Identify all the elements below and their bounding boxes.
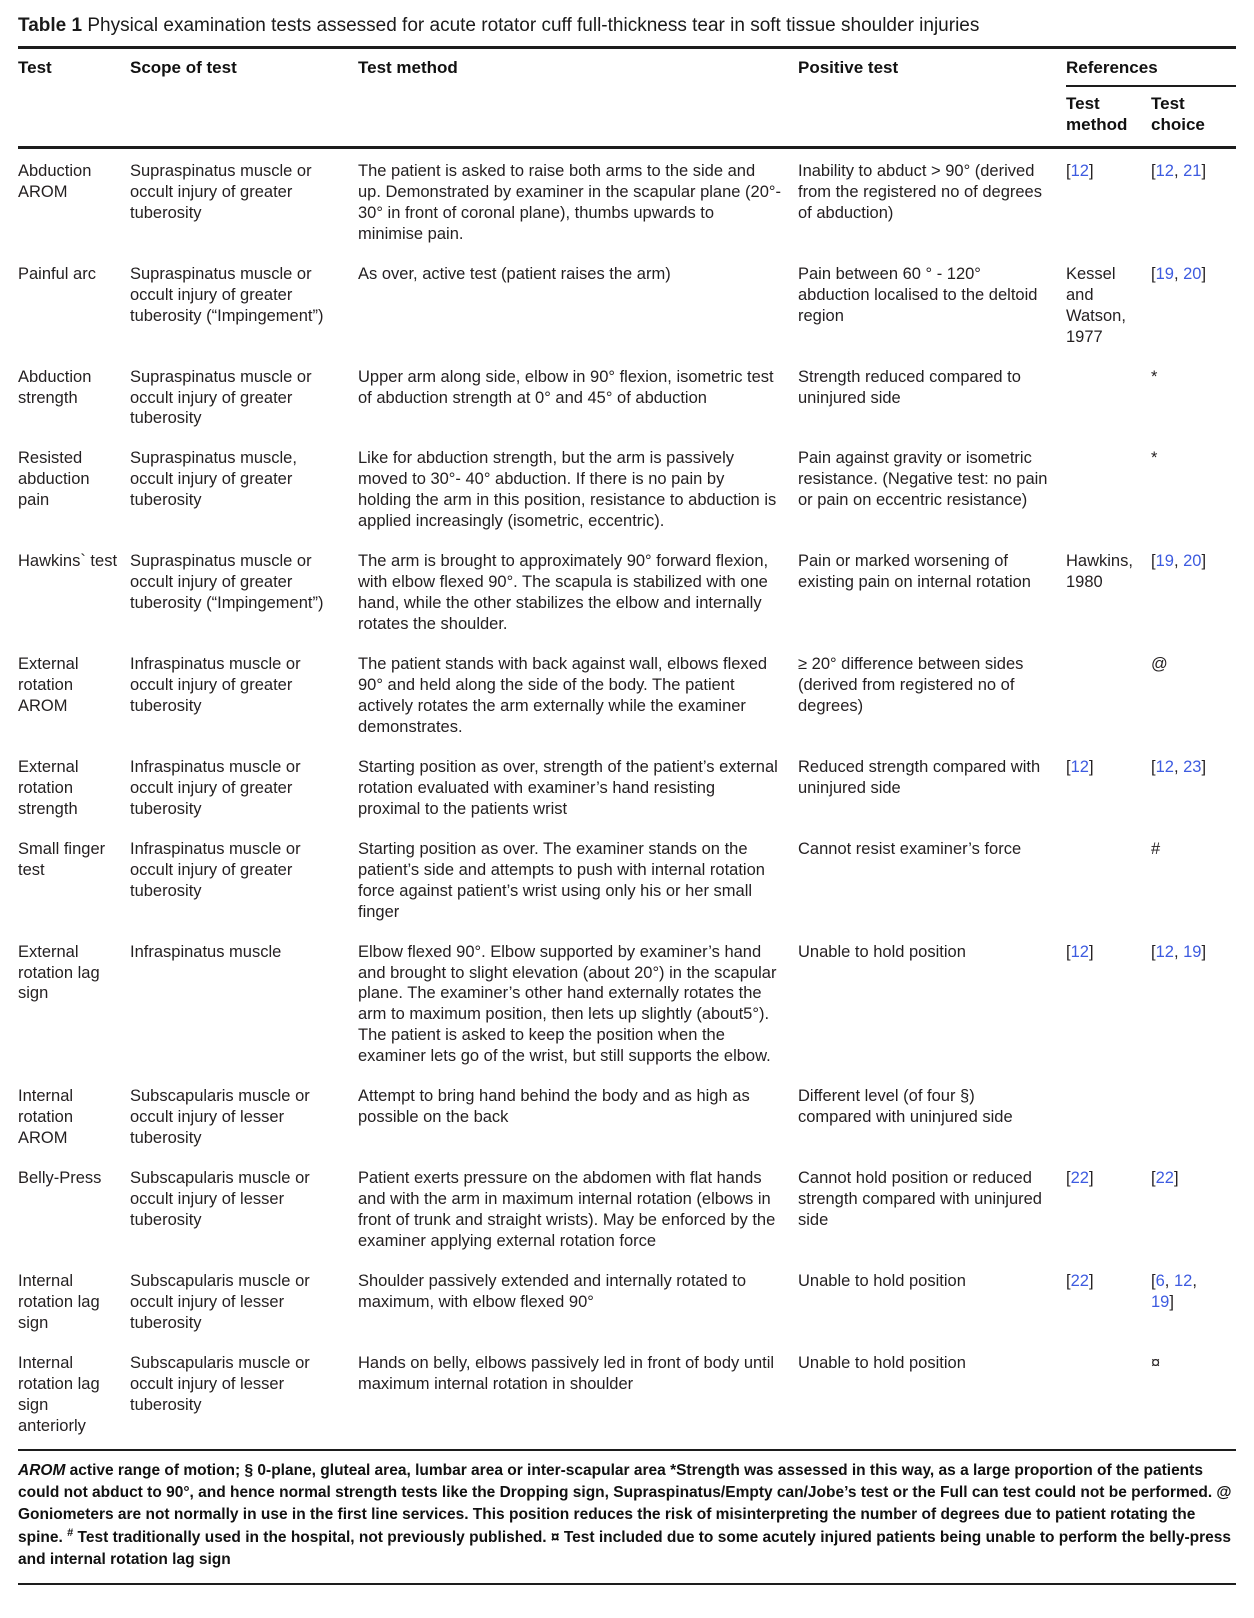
cell-positive-test: Pain between 60 ° - 120° abduction localised to the deltoid region bbox=[798, 264, 1038, 325]
cell-reference-test-choice: @ bbox=[1151, 655, 1168, 674]
column-header-scope: Scope of test bbox=[130, 57, 237, 77]
table-row bbox=[18, 542, 1236, 645]
cell-test-name: Internal rotation AROM bbox=[18, 1087, 74, 1148]
cell-test-name: Resisted abduction pain bbox=[18, 449, 90, 510]
cell-scope-of-test: Infraspinatus muscle or occult injury of greater tuberosity bbox=[130, 655, 301, 715]
cell-scope-of-test: Infraspinatus muscle or occult injury of greater tuberosity bbox=[130, 757, 301, 818]
cell-test-name: Abduction AROM bbox=[18, 147, 130, 254]
column-header-ref-test-method: Test method bbox=[1066, 94, 1128, 135]
cell-reference-test-choice: * bbox=[1151, 367, 1158, 386]
footnote-text-segment: # bbox=[67, 1526, 74, 1539]
reference-link[interactable]: 12 bbox=[1155, 942, 1174, 961]
cell-test-method: As over, active test (patient raises the arm) bbox=[358, 264, 671, 283]
cell-reference-test-choice: ¤ bbox=[1151, 1353, 1161, 1372]
cell-reference-test-method: Hawkins, 1980 bbox=[1066, 552, 1133, 592]
cell-reference-test-method bbox=[1066, 645, 1151, 748]
cell-scope-of-test: Supraspinatus muscle or occult injury of greater tuberosity bbox=[130, 367, 312, 428]
table-row bbox=[18, 147, 1236, 254]
column-header-references: References bbox=[1066, 47, 1236, 86]
cell-reference-test-choice: [19, 20] bbox=[1151, 264, 1207, 283]
table-row bbox=[18, 255, 1236, 358]
cell-test-method: Starting position as over, strength of the patient’s external rotation evaluated with examiner’s hand resisting proximal to the patients wrist bbox=[358, 757, 778, 818]
cell-reference-test-choice: * bbox=[1151, 449, 1158, 468]
cell-scope-of-test: Infraspinatus muscle or occult injury of greater tuberosity bbox=[130, 839, 301, 900]
cell-test-name: External rotation lag sign bbox=[18, 942, 100, 1003]
cell-positive-test: Reduced strength compared with uninjured side bbox=[798, 757, 1041, 797]
cell-reference-test-choice: [22] bbox=[1151, 1169, 1179, 1188]
cell-scope-of-test: Subscapularis muscle or occult injury of lesser tuberosity bbox=[130, 1271, 310, 1332]
table-caption bbox=[18, 14, 1236, 38]
cell-positive-test: Pain against gravity or isometric resistance. (Negative test: no pain or pain on eccentric resistance) bbox=[798, 449, 1048, 510]
reference-link[interactable]: 19 bbox=[1155, 264, 1174, 283]
cell-scope-of-test: Supraspinatus muscle or occult injury of greater tuberosity (“Impingement”) bbox=[130, 552, 324, 613]
cell-scope-of-test: Subscapularis muscle or occult injury of lesser tuberosity bbox=[130, 1353, 310, 1414]
reference-link[interactable]: 12 bbox=[1155, 161, 1174, 180]
cell-test-method: Patient exerts pressure on the abdomen with flat hands and with the arm in maximum internal rotation (elbows in front of trunk and straight wrists). May be enforced by the examiner applying external rotation force bbox=[358, 1169, 776, 1250]
cell-test-name: Belly-Press bbox=[18, 1169, 102, 1188]
column-header-positive: Positive test bbox=[798, 57, 899, 77]
cell-test-name: External rotation strength bbox=[18, 757, 79, 818]
cell-reference-test-method: Kessel and Watson, 1977 bbox=[1066, 264, 1126, 346]
table-row bbox=[18, 1159, 1236, 1262]
table-row bbox=[18, 439, 1236, 542]
physical-exam-tests-table bbox=[18, 46, 1236, 1447]
table-row bbox=[18, 358, 1236, 440]
column-header-ref-test-choice: Test choice bbox=[1151, 94, 1205, 135]
cell-reference-test-choice: [12, 19] bbox=[1151, 942, 1207, 961]
reference-link[interactable]: 23 bbox=[1183, 757, 1202, 776]
reference-link[interactable]: 12 bbox=[1070, 757, 1089, 776]
cell-reference-test-method: [12] bbox=[1066, 942, 1094, 961]
cell-reference-test-choice: # bbox=[1151, 839, 1161, 858]
cell-test-method: Shoulder passively extended and internally rotated to maximum, with elbow flexed 90° bbox=[358, 1271, 746, 1311]
table-row bbox=[18, 645, 1236, 748]
cell-positive-test: Inability to abduct > 90° (derived from the registered no of degrees of abduction) bbox=[798, 147, 1066, 254]
reference-link[interactable]: 22 bbox=[1070, 1271, 1089, 1290]
cell-test-method: Starting position as over. The examiner stands on the patient’s side and attempts to push with internal rotation force against patient’s wrist using only his or her small finger bbox=[358, 839, 765, 921]
reference-link[interactable]: 20 bbox=[1183, 264, 1202, 283]
table-caption-label: Table 1 bbox=[18, 15, 83, 36]
cell-positive-test: Unable to hold position bbox=[798, 1271, 966, 1290]
cell-positive-test: Cannot resist examiner’s force bbox=[798, 839, 1022, 858]
table-row bbox=[18, 1077, 1236, 1159]
cell-positive-test: Unable to hold position bbox=[798, 1353, 966, 1372]
cell-positive-test: Cannot hold position or reduced strength compared with uninjured side bbox=[798, 1169, 1042, 1230]
reference-link[interactable]: 12 bbox=[1155, 757, 1174, 776]
cell-test-name: External rotation AROM bbox=[18, 655, 79, 715]
table-header bbox=[18, 47, 1236, 147]
cell-test-method: Elbow flexed 90°. Elbow supported by examiner’s hand and brought to slight elevation (about 20°) in the scapular plane. The examiner’s other hand externally rotates the arm to maximum position, then lets up slightly (about5°). The patient is asked to keep the position when the examiner lets go of the wrist, but still supports the elbow. bbox=[358, 942, 777, 1066]
reference-link[interactable]: 12 bbox=[1070, 161, 1089, 180]
cell-test-method: The patient is asked to raise both arms to the side and up. Demonstrated by examiner in the scapular plane (20°- 30° in front of coronal plane), thumbs upwards to minimise pain. bbox=[358, 147, 798, 254]
cell-test-method: Upper arm along side, elbow in 90° flexion, isometric test of abduction strength at 0° and 45° of abduction bbox=[358, 367, 774, 407]
reference-link[interactable]: 20 bbox=[1183, 552, 1202, 571]
cell-reference-test-method bbox=[1066, 358, 1151, 440]
cell-test-name: Painful arc bbox=[18, 264, 96, 283]
table-footnote bbox=[18, 1449, 1236, 1571]
cell-test-name: Internal rotation lag sign anteriorly bbox=[18, 1353, 100, 1435]
reference-link[interactable]: 22 bbox=[1070, 1169, 1089, 1188]
cell-reference-test-choice: [19, 20] bbox=[1151, 552, 1207, 571]
cell-scope-of-test: Supraspinatus muscle or occult injury of greater tuberosity bbox=[130, 147, 358, 254]
bottom-divider bbox=[18, 1583, 1236, 1585]
cell-reference-test-choice: [12, 21] bbox=[1151, 147, 1236, 254]
table-row bbox=[18, 748, 1236, 830]
cell-test-name: Internal rotation lag sign bbox=[18, 1271, 100, 1332]
table-row bbox=[18, 1262, 1236, 1344]
cell-positive-test: ≥ 20° difference between sides (derived from registered no of degrees) bbox=[798, 655, 1024, 715]
table-row bbox=[18, 933, 1236, 1078]
reference-link[interactable]: 19 bbox=[1155, 552, 1174, 571]
cell-reference-test-method: [22] bbox=[1066, 1271, 1094, 1290]
cell-reference-test-method: [12] bbox=[1066, 147, 1151, 254]
cell-reference-test-choice: [12, 23] bbox=[1151, 757, 1207, 776]
cell-test-name: Small finger test bbox=[18, 839, 106, 879]
table-row bbox=[18, 830, 1236, 933]
footnote-text-segment: Test traditionally used in the hospital, not previously published. ¤ Test included due to some acutely injured patients being unable to perform the belly-press and internal rotation lag sign bbox=[18, 1528, 1232, 1568]
cell-scope-of-test: Subscapularis muscle or occult injury of lesser tuberosity bbox=[130, 1169, 310, 1230]
reference-link[interactable]: 19 bbox=[1183, 942, 1202, 961]
cell-test-method: The arm is brought to approximately 90° forward flexion, with elbow flexed 90°. The scapula is stabilized with one hand, while the other stabilizes the elbow and internally rotates the shoulder. bbox=[358, 552, 769, 634]
cell-test-method: Hands on belly, elbows passively led in front of body until maximum internal rotation in shoulder bbox=[358, 1353, 775, 1393]
table-caption-text: Physical examination tests assessed for acute rotator cuff full-thickness tear in soft tissue shoulder injuries bbox=[87, 15, 980, 36]
cell-scope-of-test: Infraspinatus muscle bbox=[130, 942, 282, 961]
cell-test-method: Like for abduction strength, but the arm is passively moved to 30°- 40° abduction. If there is no pain by holding the arm in this position, resistance to abduction is applied increasingly (isometric, eccentric). bbox=[358, 449, 777, 531]
cell-test-name: Abduction strength bbox=[18, 367, 92, 407]
reference-link[interactable]: 21 bbox=[1183, 161, 1202, 180]
cell-scope-of-test: Supraspinatus muscle, occult injury of greater tuberosity bbox=[130, 449, 297, 510]
cell-test-method: The patient stands with back against wall, elbows flexed 90° and held along the side of the body. The patient actively rotates the arm externally while the examiner demonstrates. bbox=[358, 655, 768, 736]
reference-link[interactable]: 22 bbox=[1155, 1169, 1174, 1188]
cell-positive-test: Strength reduced compared to uninjured side bbox=[798, 367, 1021, 407]
cell-positive-test: Pain or marked worsening of existing pain on internal rotation bbox=[798, 552, 1031, 592]
cell-test-method: Attempt to bring hand behind the body and as high as possible on the back bbox=[358, 1087, 750, 1127]
reference-link[interactable]: 12 bbox=[1070, 942, 1089, 961]
cell-reference-test-method: [22] bbox=[1066, 1169, 1094, 1188]
cell-positive-test: Unable to hold position bbox=[798, 942, 966, 961]
column-header-test: Test bbox=[18, 57, 52, 77]
footnote-text-segment: AROM bbox=[18, 1461, 66, 1479]
cell-reference-test-choice: [6, 12, 19] bbox=[1151, 1271, 1197, 1311]
column-header-method: Test method bbox=[358, 57, 458, 77]
cell-reference-test-method bbox=[1066, 1344, 1151, 1447]
cell-reference-test-method bbox=[1066, 1077, 1151, 1159]
footnote-text-segment: active range of motion; § 0-plane, gluteal area, lumbar area or inter-scapular area *Strength was assessed in this way, as a large proportion of the patients could not abduct to 90°, and hence normal strength tests like the Dropping sign, Supraspinatus/Empty can/Jobe’s test or the Full can test could not be performed. @ Goniometers are not normally in use in the first line services. This position reduces the risk of misinterpreting the number of degrees due to patient rotating the spine. bbox=[18, 1461, 1232, 1546]
cell-reference-test-choice bbox=[1151, 1077, 1236, 1159]
table-body bbox=[18, 147, 1236, 1446]
cell-positive-test: Different level (of four §) compared with uninjured side bbox=[798, 1087, 1013, 1127]
reference-link[interactable]: 19 bbox=[1151, 1292, 1170, 1311]
reference-link[interactable]: 6 bbox=[1155, 1271, 1165, 1290]
cell-reference-test-method: [12] bbox=[1066, 757, 1094, 776]
reference-link[interactable]: 12 bbox=[1173, 1271, 1193, 1290]
cell-scope-of-test: Supraspinatus muscle or occult injury of greater tuberosity (“Impingement”) bbox=[130, 264, 324, 325]
cell-reference-test-method bbox=[1066, 830, 1151, 933]
cell-reference-test-method bbox=[1066, 439, 1151, 542]
table-row bbox=[18, 1344, 1236, 1447]
cell-test-name: Hawkins` test bbox=[18, 552, 118, 571]
cell-scope-of-test: Subscapularis muscle or occult injury of lesser tuberosity bbox=[130, 1087, 310, 1148]
